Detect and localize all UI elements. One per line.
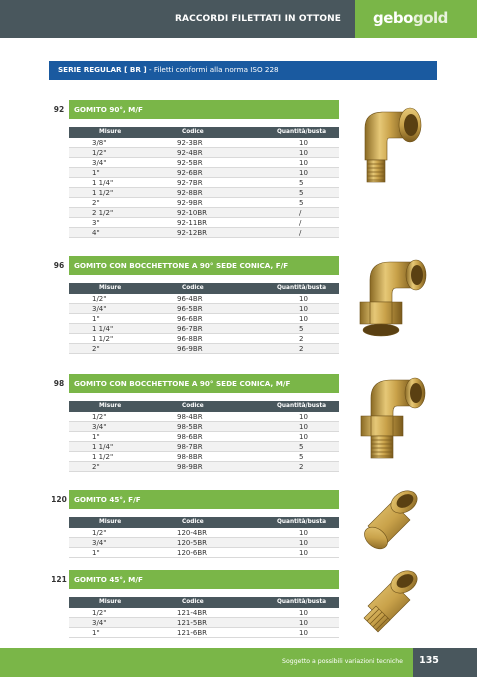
elbow-90-mf-photo: [355, 98, 427, 188]
column-header-quantita: Quantità/busta: [277, 285, 327, 291]
cell-quantita: 10: [299, 549, 308, 557]
cell-misura: 1 1/2": [92, 189, 114, 197]
section-header: [49, 100, 339, 119]
brand-logo: [373, 9, 448, 27]
cell-misura: 2": [92, 199, 100, 207]
section-code: 120: [51, 495, 67, 504]
cell-misura: 1/2": [92, 413, 107, 421]
table-header: [69, 127, 339, 138]
cell-quantita: 10: [299, 529, 308, 537]
cell-codice: 92-10BR: [177, 209, 208, 217]
cell-misura: 3/4": [92, 159, 107, 167]
table-row: [69, 412, 339, 422]
brand-logo-a: gebo: [373, 9, 413, 27]
section-title-band: [69, 374, 339, 393]
cell-codice: 92-3BR: [177, 139, 203, 147]
column-header-misure: Misure: [99, 519, 122, 525]
brand-band: [355, 0, 477, 38]
cell-misura: 1": [92, 433, 100, 441]
cell-codice: 96-4BR: [177, 295, 203, 303]
cell-codice: 92-4BR: [177, 149, 203, 157]
table-row: [69, 198, 339, 208]
cell-misura: 3": [92, 219, 100, 227]
cell-quantita: 5: [299, 189, 304, 197]
column-header-codice: Codice: [182, 519, 204, 525]
cell-codice: 96-7BR: [177, 325, 203, 333]
page-number-box: [413, 648, 477, 677]
section-title: GOMITO CON BOCCHETTONE A 90° SEDE CONICA, F/F: [74, 261, 289, 270]
cell-misura: 3/4": [92, 539, 107, 547]
cell-codice: 121-6BR: [177, 629, 208, 637]
cell-quantita: 5: [299, 453, 304, 461]
column-header-codice: Codice: [182, 285, 204, 291]
cell-misura: 1": [92, 549, 100, 557]
cell-quantita: 10: [299, 169, 308, 177]
cell-misura: 1": [92, 169, 100, 177]
cell-misura: 3/8": [92, 139, 107, 147]
cell-codice: 98-7BR: [177, 443, 203, 451]
cell-quantita: 5: [299, 199, 304, 207]
cell-misura: 1 1/4": [92, 443, 114, 451]
cell-quantita: 10: [299, 159, 308, 167]
cell-quantita: 2: [299, 463, 304, 471]
cell-codice: 92-11BR: [177, 219, 208, 227]
table-row: [69, 304, 339, 314]
table-row: [69, 442, 339, 452]
table-row: [69, 344, 339, 354]
cell-quantita: 10: [299, 619, 308, 627]
product-table: [69, 597, 339, 638]
cell-misura: 3/4": [92, 619, 107, 627]
column-header-quantita: Quantità/busta: [277, 129, 327, 135]
cell-misura: 3/4": [92, 305, 107, 313]
cell-codice: 92-5BR: [177, 159, 203, 167]
product-section-121: [49, 570, 339, 637]
table-header: [69, 597, 339, 608]
cell-codice: 121-4BR: [177, 609, 208, 617]
product-section-92: [49, 100, 339, 237]
brand-logo-b: gold: [412, 9, 448, 27]
section-title: GOMITO CON BOCCHETTONE A 90° SEDE CONICA, M/F: [74, 379, 291, 388]
table-row: [69, 528, 339, 538]
cell-misura: 1": [92, 315, 100, 323]
column-header-misure: Misure: [99, 285, 122, 291]
cell-codice: 92-9BR: [177, 199, 203, 207]
cell-codice: 98-6BR: [177, 433, 203, 441]
table-row: [69, 178, 339, 188]
cell-misura: 3/4": [92, 423, 107, 431]
cell-quantita: 10: [299, 423, 308, 431]
cell-quantita: 10: [299, 539, 308, 547]
column-header-codice: Codice: [182, 129, 204, 135]
section-header: [49, 374, 339, 393]
table-row: [69, 324, 339, 334]
column-header-quantita: Quantità/busta: [277, 403, 327, 409]
table-row: [69, 148, 339, 158]
column-header-misure: Misure: [99, 403, 122, 409]
table-row: [69, 294, 339, 304]
cell-misura: 2": [92, 345, 100, 353]
cell-quantita: 10: [299, 609, 308, 617]
column-header-misure: Misure: [99, 129, 122, 135]
cell-quantita: 10: [299, 315, 308, 323]
elbow-45-mf-photo: [358, 562, 428, 644]
header-band: [0, 0, 355, 38]
cell-misura: 1/2": [92, 609, 107, 617]
cell-quantita: 10: [299, 305, 308, 313]
cell-misura: 1/2": [92, 529, 107, 537]
cell-quantita: 10: [299, 413, 308, 421]
section-code: 121: [51, 575, 67, 584]
table-row: [69, 452, 339, 462]
series-description: - Filetti conformi alla norma ISO 228: [146, 65, 279, 74]
union-elbow-ff-photo: [352, 250, 430, 340]
series-code: SERIE REGULAR [ BR ]: [58, 65, 147, 74]
cell-quantita: /: [299, 209, 302, 217]
page-number: 135: [419, 655, 439, 666]
cell-quantita: 10: [299, 629, 308, 637]
cell-quantita: 2: [299, 335, 304, 343]
union-elbow-mf-photo: [355, 370, 430, 462]
series-banner: [49, 61, 437, 80]
cell-misura: 1/2": [92, 149, 107, 157]
series-text: [58, 65, 279, 74]
cell-codice: 92-6BR: [177, 169, 203, 177]
table-row: [69, 462, 339, 472]
footer-note: Soggetto a possibili variazioni tecniche: [282, 658, 403, 665]
column-header-codice: Codice: [182, 403, 204, 409]
table-row: [69, 618, 339, 628]
cell-misura: 2 1/2": [92, 209, 114, 217]
section-title-band: [69, 256, 339, 275]
table-row: [69, 422, 339, 432]
table-header: [69, 283, 339, 294]
section-code: 98: [53, 379, 65, 388]
cell-quantita: 2: [299, 345, 304, 353]
table-row: [69, 432, 339, 442]
section-title-band: [69, 570, 339, 589]
section-header: [49, 256, 339, 275]
cell-misura: 1 1/4": [92, 179, 114, 187]
table-row: [69, 538, 339, 548]
header-title: RACCORDI FILETTATI IN OTTONE: [175, 14, 341, 24]
cell-codice: 96-8BR: [177, 335, 203, 343]
table-row: [69, 188, 339, 198]
cell-codice: 92-12BR: [177, 229, 208, 237]
section-code: 96: [53, 261, 65, 270]
cell-quantita: 10: [299, 139, 308, 147]
cell-quantita: /: [299, 219, 302, 227]
section-header: [49, 490, 339, 509]
cell-misura: 1 1/4": [92, 325, 114, 333]
cell-quantita: /: [299, 229, 302, 237]
table-row: [69, 208, 339, 218]
cell-misura: 1 1/2": [92, 335, 114, 343]
section-title-band: [69, 490, 339, 509]
page-header: [0, 0, 477, 38]
cell-codice: 96-9BR: [177, 345, 203, 353]
table-row: [69, 334, 339, 344]
footer-band: [0, 648, 413, 677]
cell-quantita: 5: [299, 179, 304, 187]
section-title: GOMITO 45°, M/F: [74, 575, 143, 584]
section-title: GOMITO 45°, F/F: [74, 495, 141, 504]
section-code: 92: [53, 105, 65, 114]
cell-codice: 92-7BR: [177, 179, 203, 187]
table-row: [69, 168, 339, 178]
cell-codice: 121-5BR: [177, 619, 208, 627]
cell-codice: 120-6BR: [177, 549, 208, 557]
cell-codice: 96-5BR: [177, 305, 203, 313]
product-table: [69, 127, 339, 238]
section-header: [49, 570, 339, 589]
cell-misura: 1 1/2": [92, 453, 114, 461]
cell-codice: 98-9BR: [177, 463, 203, 471]
cell-quantita: 10: [299, 149, 308, 157]
cell-misura: 2": [92, 463, 100, 471]
section-title-band: [69, 100, 339, 119]
table-row: [69, 138, 339, 148]
cell-quantita: 5: [299, 443, 304, 451]
table-row: [69, 608, 339, 618]
cell-codice: 92-8BR: [177, 189, 203, 197]
elbow-45-ff-photo: [360, 486, 428, 556]
table-row: [69, 228, 339, 238]
page-footer: [0, 648, 477, 677]
column-header-codice: Codice: [182, 599, 204, 605]
cell-quantita: 10: [299, 433, 308, 441]
cell-quantita: 10: [299, 295, 308, 303]
cell-codice: 98-8BR: [177, 453, 203, 461]
product-section-98: [49, 374, 339, 471]
column-header-misure: Misure: [99, 599, 122, 605]
section-title: GOMITO 90°, M/F: [74, 105, 143, 114]
column-header-quantita: Quantità/busta: [277, 519, 327, 525]
table-row: [69, 158, 339, 168]
table-row: [69, 218, 339, 228]
cell-quantita: 5: [299, 325, 304, 333]
cell-codice: 120-4BR: [177, 529, 208, 537]
product-table: [69, 283, 339, 354]
column-header-quantita: Quantità/busta: [277, 599, 327, 605]
table-header: [69, 517, 339, 528]
table-header: [69, 401, 339, 412]
cell-codice: 120-5BR: [177, 539, 208, 547]
table-row: [69, 628, 339, 638]
product-table: [69, 401, 339, 472]
table-row: [69, 548, 339, 558]
product-section-120: [49, 490, 339, 557]
cell-misura: 4": [92, 229, 100, 237]
cell-misura: 1/2": [92, 295, 107, 303]
table-row: [69, 314, 339, 324]
cell-codice: 98-4BR: [177, 413, 203, 421]
cell-codice: 96-6BR: [177, 315, 203, 323]
product-table: [69, 517, 339, 558]
cell-misura: 1": [92, 629, 100, 637]
product-section-96: [49, 256, 339, 353]
cell-codice: 98-5BR: [177, 423, 203, 431]
